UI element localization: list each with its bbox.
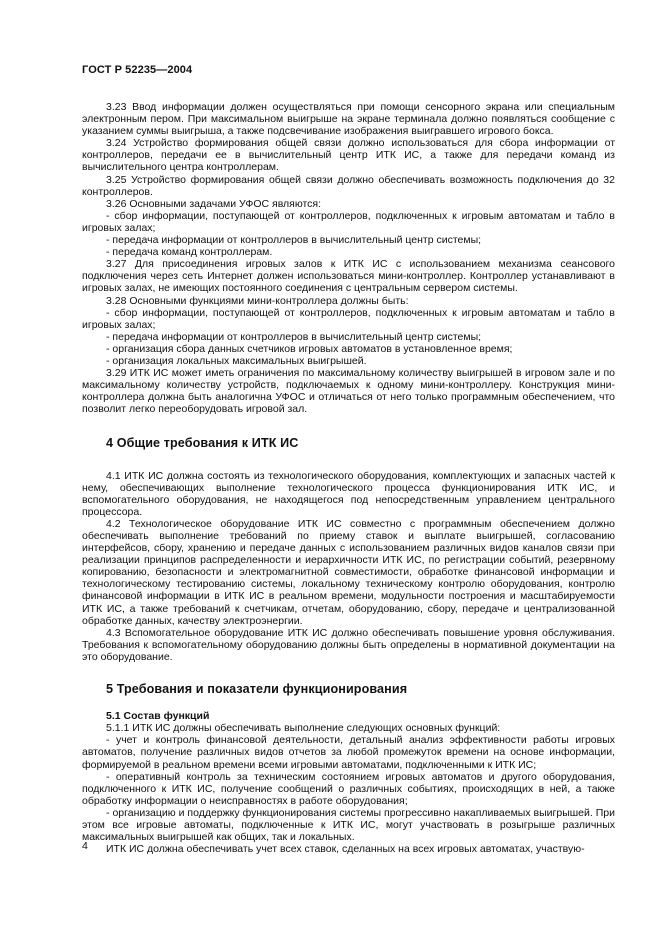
- document-body: [82, 101, 615, 855]
- paragraph-4-1: 4.1 ИТК ИС должна состоять из технологического оборудования, комплектующих и запасных частей к нему, обеспечивающих выполнение технологического процесса функционирования ИТК ИС, и вспомогательного оборудования, не находящегося под непосредственным управлением центрального процессора.: [82, 469, 615, 518]
- subsection-5-1-heading: 5.1 Состав функций: [106, 710, 210, 723]
- list-item: - сбор информации, поступающей от контроллеров, подключенных к игровым автоматам и табло в игровых залах;: [82, 209, 615, 234]
- paragraph-3-25: 3.25 Устройство формирования общей связи должно обеспечивать возможность подключения до 32 контроллеров.: [82, 173, 615, 198]
- paragraph-3-27: 3.27 Для присоединения игровых залов к ИТК ИС с использованием механизма сеансового подключения через сеть Интернет должен использоваться мини-контроллер. Контроллер устанавливают в игровых залах, не имеющих постоянного соединения с центральным сервером системы.: [82, 258, 615, 295]
- paragraph-4-3: 4.3 Вспомогательное оборудование ИТК ИС должно обеспечивать повышение уровня обслуживания. Требования к вспомогательному оборудованию должны быть определены в нормативной документации на это оборудование.: [82, 626, 615, 663]
- paragraph-3-29: 3.29 ИТК ИС может иметь ограничения по максимальному количеству выигрышей в игровом зале и по максимальному количеству устройств, подключаемых к одному мини-контроллеру. Конструкция мини-контроллера должна быть аналогична УФОС и отличаться от него только программным обеспечением, что позволит легко переоборудовать игровой зал.: [82, 367, 615, 416]
- paragraph-3-23: 3.23 Ввод информации должен осуществляться при помощи сенсорного экрана или специальным электронным пером. При максимальном выигрыше на экране терминала должно появляться сообщение с указанием суммы выигрыша, а также подсвечивание изображения выигравшего игрового бокса.: [82, 101, 615, 138]
- list-item: - передача информации от контроллеров в вычислительный центр системы;: [106, 234, 482, 247]
- document-header: ГОСТ Р 52235—2004: [82, 64, 193, 76]
- list-item: - организация сбора данных счетчиков игровых автоматов в установленное время;: [106, 342, 513, 355]
- paragraph-5-1-1: 5.1.1 ИТК ИС должны обеспечивать выполнение следующих основных функций:: [106, 722, 501, 735]
- list-item: - сбор информации, поступающей от контроллеров, подключенных к игровым автоматам и табло в игровых залах;: [82, 306, 615, 331]
- paragraph-4-2: 4.2 Технологическое оборудование ИТК ИС совместно с программным обеспечением должно обеспечивать выполнение требований по приему ставок и выплате выигрышей, согласованию интерфейсов, сбору, хранению и передаче данных с использованием различных видов каналов связи при реализации принципов распределенности и иерархичности ИТК ИС, по регистрации событий, резервному копированию, безопасности и электромагнитной совместимости, обработке финансовой информации и технологическому тестированию системы, локальному техническому контролю оборудования, контролю финансовой информации в ИТК ИС в реальном времени, модульности построения и масштабируемости ИТК ИС, а также требований к счетчикам, отчетам, оборудованию, сбору, передаче и централизованной обработке данных, качеству электроэнергии.: [82, 517, 615, 627]
- section-5-heading: 5 Требования и показатели функционирования: [106, 682, 408, 697]
- paragraph-continuation: ИТК ИС должна обеспечивать учет всех ставок, сделанных на всех игровых автоматах, участвую-: [106, 843, 585, 856]
- list-item: - передача команд контроллерам.: [106, 246, 273, 259]
- paragraph-3-26: 3.26 Основными задачами УФОС являются:: [106, 197, 322, 210]
- list-item: - организация локальных максимальных выигрышей.: [106, 354, 367, 367]
- paragraph-3-28: 3.28 Основными функциями мини-контроллера должны быть:: [106, 294, 409, 307]
- paragraph-3-24: 3.24 Устройство формирования общей связи должно использоваться для сбора информации от контроллеров, передачи ее в вычислительный центр ИТК ИС, а также для передачи команд из вычислительного центра контроллерам.: [82, 137, 615, 174]
- list-item: - учет и контроль финансовой деятельности, детальный анализ эффективности работы игровых автоматов, получение различных видов отчетов за любой промежуток времени на основе информации, формируемой в реальном времени всеми игровыми автоматами, подключенными к ИТК ИС;: [82, 734, 615, 771]
- list-item: - организацию и поддержку функционирования системы прогрессивно накапливаемых выигрышей. При этом все игровые автоматы, подключенные к ИТК ИС, могут участвовать в розыгрыше различных максимальных выигрышей как общих, так и локальных.: [82, 806, 615, 844]
- list-item: - оперативный контроль за техническим состоянием игровых автоматов и другого оборудования, подключенного к ИТК ИС, получение сообщений о различных событиях, происходящих в ней, а также обработку информации о неисправностях в работе оборудования;: [82, 770, 615, 807]
- section-4-heading: 4 Общие требования к ИТК ИС: [106, 436, 299, 451]
- page-number: 4: [82, 840, 88, 852]
- list-item: - передача информации от контроллеров в вычислительный центр системы;: [106, 330, 482, 343]
